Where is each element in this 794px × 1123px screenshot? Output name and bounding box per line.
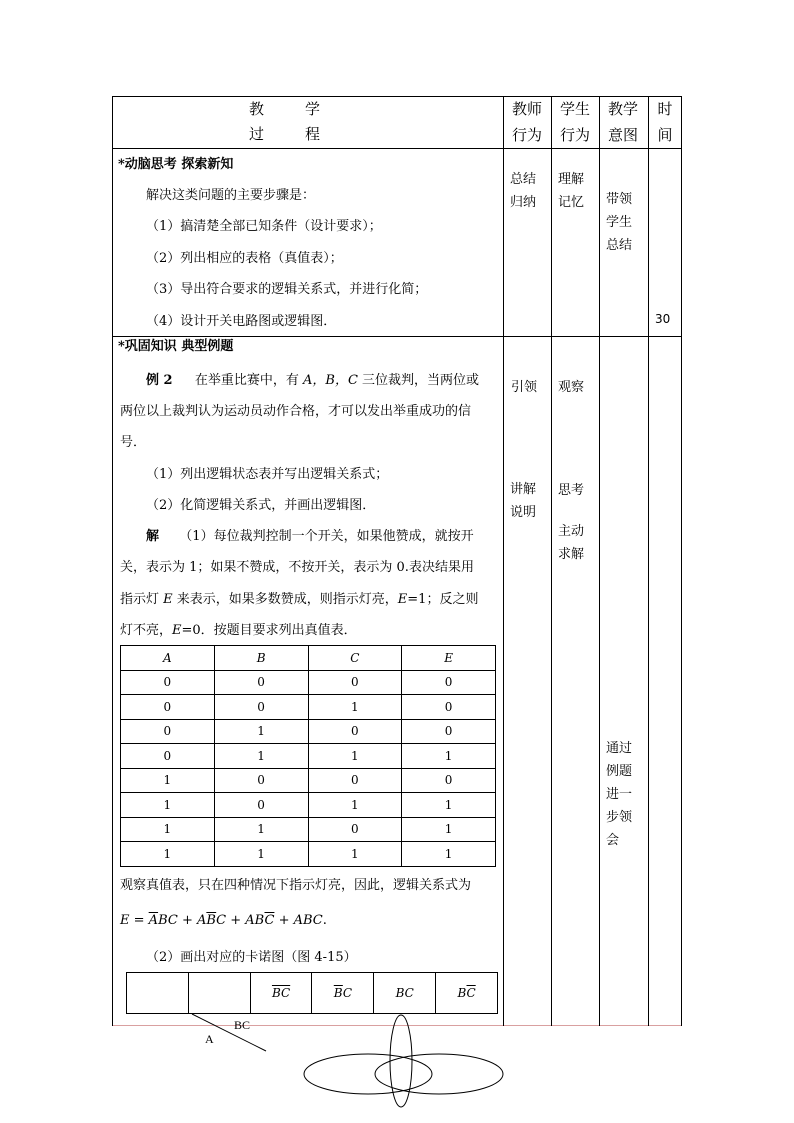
table-cell: 1	[308, 695, 402, 720]
section1-intent-line: 带领	[606, 192, 633, 207]
section2-intent-line: 通过	[606, 741, 633, 756]
formula-part: +	[226, 913, 246, 928]
header-student-line: 学生	[559, 100, 590, 118]
header-student-line: 行为	[559, 126, 590, 144]
section1-step: （1）搞清楚全部已知条件（设计要求）；	[146, 219, 382, 234]
table-cell: 1	[121, 793, 215, 818]
kmap-bc-label: BC	[234, 1018, 251, 1032]
table-cell: 1	[308, 793, 402, 818]
formula-part: +	[177, 913, 197, 928]
table-cell: 0	[308, 670, 402, 695]
header-time-line: 时	[657, 100, 673, 118]
kmap-label: C	[342, 986, 353, 1000]
table-cell: 0	[214, 768, 308, 793]
table-cell: 1	[214, 817, 308, 842]
section2-student-line: 主动	[558, 524, 585, 539]
formula-part: E	[120, 913, 130, 928]
section1-step: （2）列出相应的表格（真值表）；	[146, 251, 343, 266]
header-teacher-line: 行为	[511, 126, 542, 144]
section2-student-think: 思考	[558, 483, 585, 498]
section2-intent-line: 进一	[606, 787, 633, 802]
table-cell: 1	[402, 817, 496, 842]
solution-text: （1）每位裁判控制一个开关，如果他赞成，就按开	[179, 529, 474, 544]
example-line-2: 两位以上裁判认为运动员动作合格，才可以发出举重成功的信	[120, 404, 472, 419]
section1-student-line: 记忆	[558, 195, 585, 210]
table-cell: 0	[214, 793, 308, 818]
section1-student-line: 理解	[558, 172, 585, 187]
table-cell: 0	[402, 768, 496, 793]
solution-var: E	[172, 623, 182, 638]
formula-part: AB	[245, 913, 265, 928]
section1-teacher-line: 归纳	[510, 195, 537, 210]
formula-part: BC	[158, 913, 178, 928]
formula-part: +	[274, 913, 294, 928]
formula-part: C	[216, 913, 227, 928]
table-cell: 0	[402, 695, 496, 720]
formula-part: $\overline{C}$	[264, 913, 275, 928]
section2-student-observe: 观察	[558, 380, 585, 395]
header-process-1b: 学	[305, 100, 321, 118]
section2-student-line: 求解	[558, 547, 585, 562]
table-cell: 0	[402, 670, 496, 695]
section1-intro: 解决这类问题的主要步骤是：	[146, 188, 316, 203]
header-time-line: 间	[657, 126, 673, 144]
header-intent-line: 教学	[607, 100, 638, 118]
table-cell: 1	[308, 744, 402, 769]
question-1: （1）列出逻辑状态表并写出逻辑关系式；	[146, 467, 389, 482]
section1-intent-line: 学生	[606, 215, 633, 230]
solution-text: =1；反之则	[407, 592, 479, 607]
truth-table-header: C	[308, 646, 402, 671]
header-teacher-line: 教师	[511, 100, 542, 118]
section2-intent-line: 会	[606, 833, 620, 848]
example-text: 在举重比赛中，有	[194, 373, 303, 388]
kmap-diagonal-line	[192, 1014, 266, 1051]
table-cell: 1	[214, 744, 308, 769]
table-cell: 1	[402, 842, 496, 867]
kmap-label: $\overline{B}$	[333, 986, 343, 1000]
truth-table-header: B	[214, 646, 308, 671]
table-cell: 0	[214, 695, 308, 720]
header-process-1a: 教	[249, 100, 265, 118]
table-cell: 1	[121, 842, 215, 867]
table-cell: 0	[214, 670, 308, 695]
formula-part: =	[129, 913, 149, 928]
table-cell: 0	[308, 768, 402, 793]
after-table-text: 观察真值表，只在四种情况下指示灯亮，因此，逻辑关系式为	[120, 878, 472, 893]
table-cell: 1	[121, 768, 215, 793]
truth-table-header: E	[402, 646, 496, 671]
section2-teacher-line: 说明	[510, 505, 537, 520]
solution-label: 解	[146, 529, 160, 544]
solution-text: 灯不亮，	[120, 623, 173, 638]
table-cell: 1	[214, 842, 308, 867]
kmap-label: BC	[395, 986, 414, 1000]
header-process-2b: 程	[305, 125, 321, 143]
table-cell: 1	[308, 842, 402, 867]
formula-part: .	[322, 913, 327, 928]
example-line-3: 号．	[120, 435, 147, 450]
section1-title: *动脑思考 探索新知	[118, 157, 234, 172]
solution-line-2: 关，表示为 1；如果不赞成，不按开关，表示为 0.表决结果用	[120, 560, 474, 575]
kmap-label: $\overline{C}$	[466, 986, 476, 1000]
section2-title: *巩固知识 典型例题	[118, 339, 234, 354]
table-cell: 1	[402, 793, 496, 818]
section2-intent-line: 例题	[606, 764, 633, 779]
example-label: 例 2	[146, 373, 173, 388]
table-cell: 0	[121, 719, 215, 744]
table-cell: 1	[121, 817, 215, 842]
formula-part: A	[196, 913, 207, 928]
question-2-draw: （2）画出对应的卡诺图（图 4-15）	[146, 950, 357, 965]
solution-var: E	[163, 592, 173, 607]
ellipse-right	[375, 1054, 503, 1094]
solution-var: E	[397, 592, 408, 607]
table-cell: 0	[308, 719, 402, 744]
section1-teacher-line: 总结	[510, 172, 537, 187]
truth-table-header: A	[121, 646, 215, 671]
section1-step: （3）导出符合要求的逻辑关系式，并进行化简；	[146, 282, 428, 297]
header-intent-line: 意图	[607, 126, 638, 144]
table-cell: 0	[121, 695, 215, 720]
table-cell: 0	[121, 670, 215, 695]
header-process-2a: 过	[249, 125, 265, 143]
section2-teacher-lead: 引领	[511, 380, 538, 395]
table-cell: 0	[402, 719, 496, 744]
solution-text: =0．按题目要求列出真值表．	[181, 623, 357, 638]
example-vars: A，B，C	[303, 373, 358, 388]
formula-part: $\overline{B}$	[206, 913, 217, 928]
table-cell: 1	[402, 744, 496, 769]
ellipse-left	[304, 1054, 432, 1094]
section2-intent-line: 步领	[606, 810, 633, 825]
kmap-label: B	[457, 986, 467, 1000]
ellipse-vertical	[390, 1015, 412, 1107]
section1-step: （4）设计开关电路图或逻辑图．	[146, 314, 337, 329]
section1-intent-line: 总结	[606, 238, 633, 253]
section2-teacher-line: 讲解	[510, 482, 537, 497]
solution-text: 来表示，如果多数赞成，则指示灯亮，	[172, 592, 398, 607]
kmap-a-label: A	[205, 1032, 214, 1046]
formula-part: ABC	[293, 913, 323, 928]
kmap-label: $\overline{BC}$	[271, 986, 291, 1000]
table-cell: 0	[121, 744, 215, 769]
section1-time: 30	[655, 312, 671, 326]
formula-part: $\overline{A}$	[148, 913, 159, 928]
question-2: （2）化简逻辑关系式，并画出逻辑图．	[146, 498, 376, 513]
table-cell: 0	[308, 817, 402, 842]
example-text: 三位裁判，当两位或	[357, 373, 480, 388]
solution-text: 指示灯	[120, 592, 164, 607]
table-cell: 1	[214, 719, 308, 744]
